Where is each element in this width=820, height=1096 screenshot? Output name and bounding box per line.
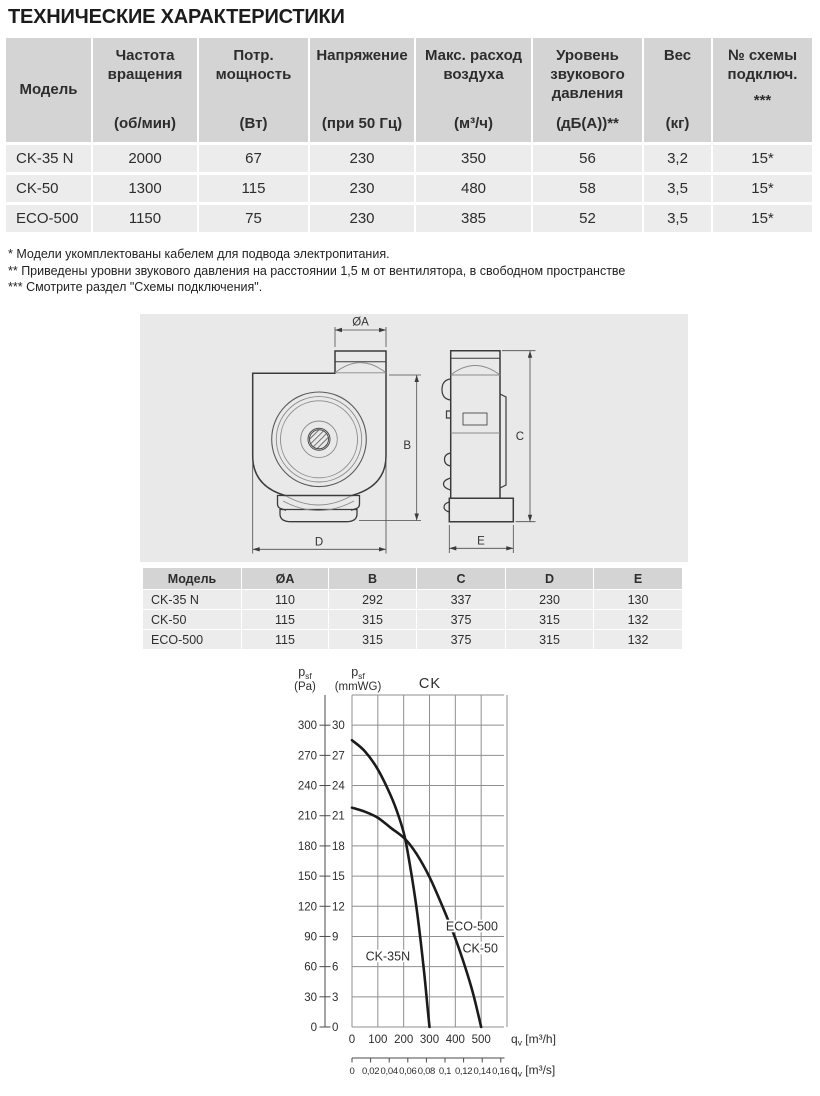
pa-tick-label: 150: [297, 871, 317, 884]
pa-tick-label: 120: [297, 901, 317, 914]
dim-cell: 315: [506, 630, 593, 649]
footnote-line: ** Приведены уровни звукового давления на расстоянии 1,5 м от вентилятора, в свободном пространстве: [8, 263, 626, 278]
mmwg-tick-label: 27: [332, 750, 345, 763]
spec-cell: 1150: [93, 205, 197, 232]
m3s-tick-label: 0,1: [438, 1066, 452, 1077]
dim-label-oa: ØA: [352, 316, 369, 329]
dim-cell: 337: [417, 590, 505, 609]
performance-chart: [272, 660, 616, 1091]
dim-col-header: D: [506, 568, 593, 589]
fan-side-view: [442, 351, 513, 522]
pa-tick-label: 180: [297, 840, 317, 853]
dim-col-header: C: [417, 568, 505, 589]
dim-col-header: ØA: [242, 568, 328, 589]
m3h-tick-label: 300: [419, 1034, 440, 1046]
mmwg-tick-label: 15: [332, 871, 345, 884]
m3s-tick-label: 0,04: [380, 1066, 398, 1077]
spec-cell: 3,5: [644, 205, 711, 232]
spec-col-header-weight: Вес (кг): [644, 38, 711, 142]
spec-col-header-voltage: Напряжение (при 50 Гц): [310, 38, 414, 142]
spec-col-header-speed: Частота вращения (об/мин): [93, 38, 197, 142]
pa-tick-label: 60: [304, 961, 317, 974]
spec-cell: 67: [199, 145, 308, 172]
m3s-tick-label: 0,14: [473, 1066, 491, 1077]
footnote-line: * Модели укомплектованы кабелем для подвода электропитания.: [8, 247, 390, 261]
dim-label-b: B: [403, 440, 411, 452]
spec-cell: 15*: [713, 205, 812, 232]
spec-cell: 52: [533, 205, 642, 232]
performance-chart-svg: [272, 660, 616, 1091]
footnotes: [8, 246, 625, 296]
pa-tick-label: 210: [297, 810, 317, 823]
pa-tick-label: 0: [310, 1022, 317, 1034]
dim-label-e: E: [477, 535, 485, 548]
mmwg-tick-label: 24: [332, 780, 345, 793]
footnote-line: *** Смотрите раздел "Схемы подключения".: [8, 280, 263, 294]
spec-cell: 115: [199, 175, 308, 202]
mmwg-tick-label: 9: [332, 931, 339, 944]
dim-col-header: E: [594, 568, 682, 589]
m3h-tick-label: 500: [471, 1034, 491, 1046]
spec-col-header-model: Модель: [6, 38, 91, 142]
spec-table: [6, 38, 812, 232]
dim-cell: 132: [594, 610, 682, 629]
mmwg-tick-label: 12: [332, 901, 345, 914]
fan-dimensions-drawing: [140, 314, 688, 562]
m3h-tick-label: 400: [445, 1034, 465, 1046]
dimensions-table: [143, 568, 682, 649]
dim-cell: 115: [242, 610, 328, 629]
dim-cell: 132: [594, 630, 682, 649]
chart-y-axis-unit: (Pa): [294, 681, 316, 693]
curve-label: CK-35N: [365, 949, 411, 964]
pa-tick-label: 300: [297, 720, 317, 733]
spec-cell: ECO-500: [6, 205, 91, 232]
fan-drawing-svg: [140, 314, 688, 562]
curve-label: ECO-500: [445, 919, 498, 934]
spec-cell: 1300: [93, 175, 197, 202]
spec-col-header-noise: Уровень звукового давления (дБ(А))**: [533, 38, 642, 142]
spec-cell: CK-50: [6, 175, 91, 202]
m3s-tick-label: 0,08: [417, 1066, 436, 1077]
dim-cell: 115: [242, 630, 328, 649]
dim-cell: 315: [329, 610, 416, 629]
spec-col-header-scheme: № схемы подключ. ***: [713, 38, 812, 142]
m3s-tick-label: 0,02: [361, 1066, 380, 1077]
chart-title: CK: [418, 676, 442, 692]
dim-col-header: B: [329, 568, 416, 589]
spec-cell: 15*: [713, 175, 812, 202]
spec-cell: 15*: [713, 145, 812, 172]
mmwg-tick-label: 3: [332, 991, 339, 1004]
dim-cell: 375: [417, 630, 505, 649]
dim-cell: 130: [594, 590, 682, 609]
m3s-tick-label: 0,06: [399, 1066, 417, 1077]
spec-cell: 230: [310, 145, 414, 172]
mmwg-tick-label: 21: [332, 810, 345, 823]
chart-y-axis-title: $p_{sf}$: [351, 665, 365, 681]
spec-col-header-power: Потр. мощность (Вт): [199, 38, 308, 142]
spec-cell: 3,2: [644, 145, 711, 172]
chart-y-axis-unit: (mmWG): [334, 681, 382, 693]
dim-label-c: C: [515, 431, 524, 443]
spec-cell: 3,5: [644, 175, 711, 202]
dim-cell: CK-35 N: [143, 590, 241, 609]
curve-label: CK-50: [462, 941, 498, 956]
spec-cell: 75: [199, 205, 308, 232]
dim-col-header: Модель: [143, 568, 241, 589]
curve-CK-35N: [352, 740, 430, 1027]
dim-cell: 110: [242, 590, 328, 609]
spec-cell: 56: [533, 145, 642, 172]
dimension-lines: [253, 327, 536, 554]
page-title: ТЕХНИЧЕСКИЕ ХАРАКТЕРИСТИКИ: [8, 6, 345, 28]
dim-label-d: D: [314, 536, 324, 549]
spec-cell: 58: [533, 175, 642, 202]
pa-tick-label: 270: [297, 750, 317, 763]
pa-tick-label: 240: [297, 780, 317, 793]
spec-cell: 2000: [93, 145, 197, 172]
mmwg-tick-label: 6: [332, 961, 339, 974]
m3s-tick-label: 0: [349, 1066, 355, 1077]
dim-cell: 315: [329, 630, 416, 649]
mmwg-tick-label: 30: [332, 720, 345, 733]
dim-cell: CK-50: [143, 610, 241, 629]
dim-cell: ECO-500: [143, 630, 241, 649]
mmwg-tick-label: 0: [332, 1022, 339, 1034]
mmwg-tick-label: 18: [332, 840, 345, 853]
m3h-tick-label: 200: [394, 1034, 414, 1046]
dim-cell: 315: [506, 610, 593, 629]
spec-cell: 350: [416, 145, 531, 172]
spec-cell: 230: [310, 205, 414, 232]
dim-cell: 230: [506, 590, 593, 609]
spec-cell: 385: [416, 205, 531, 232]
fan-front-view: [253, 351, 386, 522]
spec-col-header-airflow: Макс. расход воздуха (м³/ч): [416, 38, 531, 142]
chart-axis-title: $q_v$ [m³/h]: [511, 1032, 556, 1048]
m3h-tick-label: 0: [348, 1034, 356, 1046]
pa-tick-label: 30: [304, 991, 317, 1004]
dim-cell: 292: [329, 590, 416, 609]
dim-cell: 375: [417, 610, 505, 629]
m3s-tick-label: 0,12: [454, 1066, 473, 1077]
m3s-tick-label: 0,16: [492, 1066, 510, 1077]
pa-tick-label: 90: [304, 931, 317, 944]
m3h-tick-label: 100: [368, 1034, 388, 1046]
chart-y-axis-title: $p_{sf}$: [298, 665, 312, 681]
dimension-arrows: [253, 328, 533, 552]
spec-cell: CK-35 N: [6, 145, 91, 172]
chart-axis-title: $q_v$ [m³/s]: [511, 1063, 556, 1079]
spec-cell: 230: [310, 175, 414, 202]
spec-cell: 480: [416, 175, 531, 202]
